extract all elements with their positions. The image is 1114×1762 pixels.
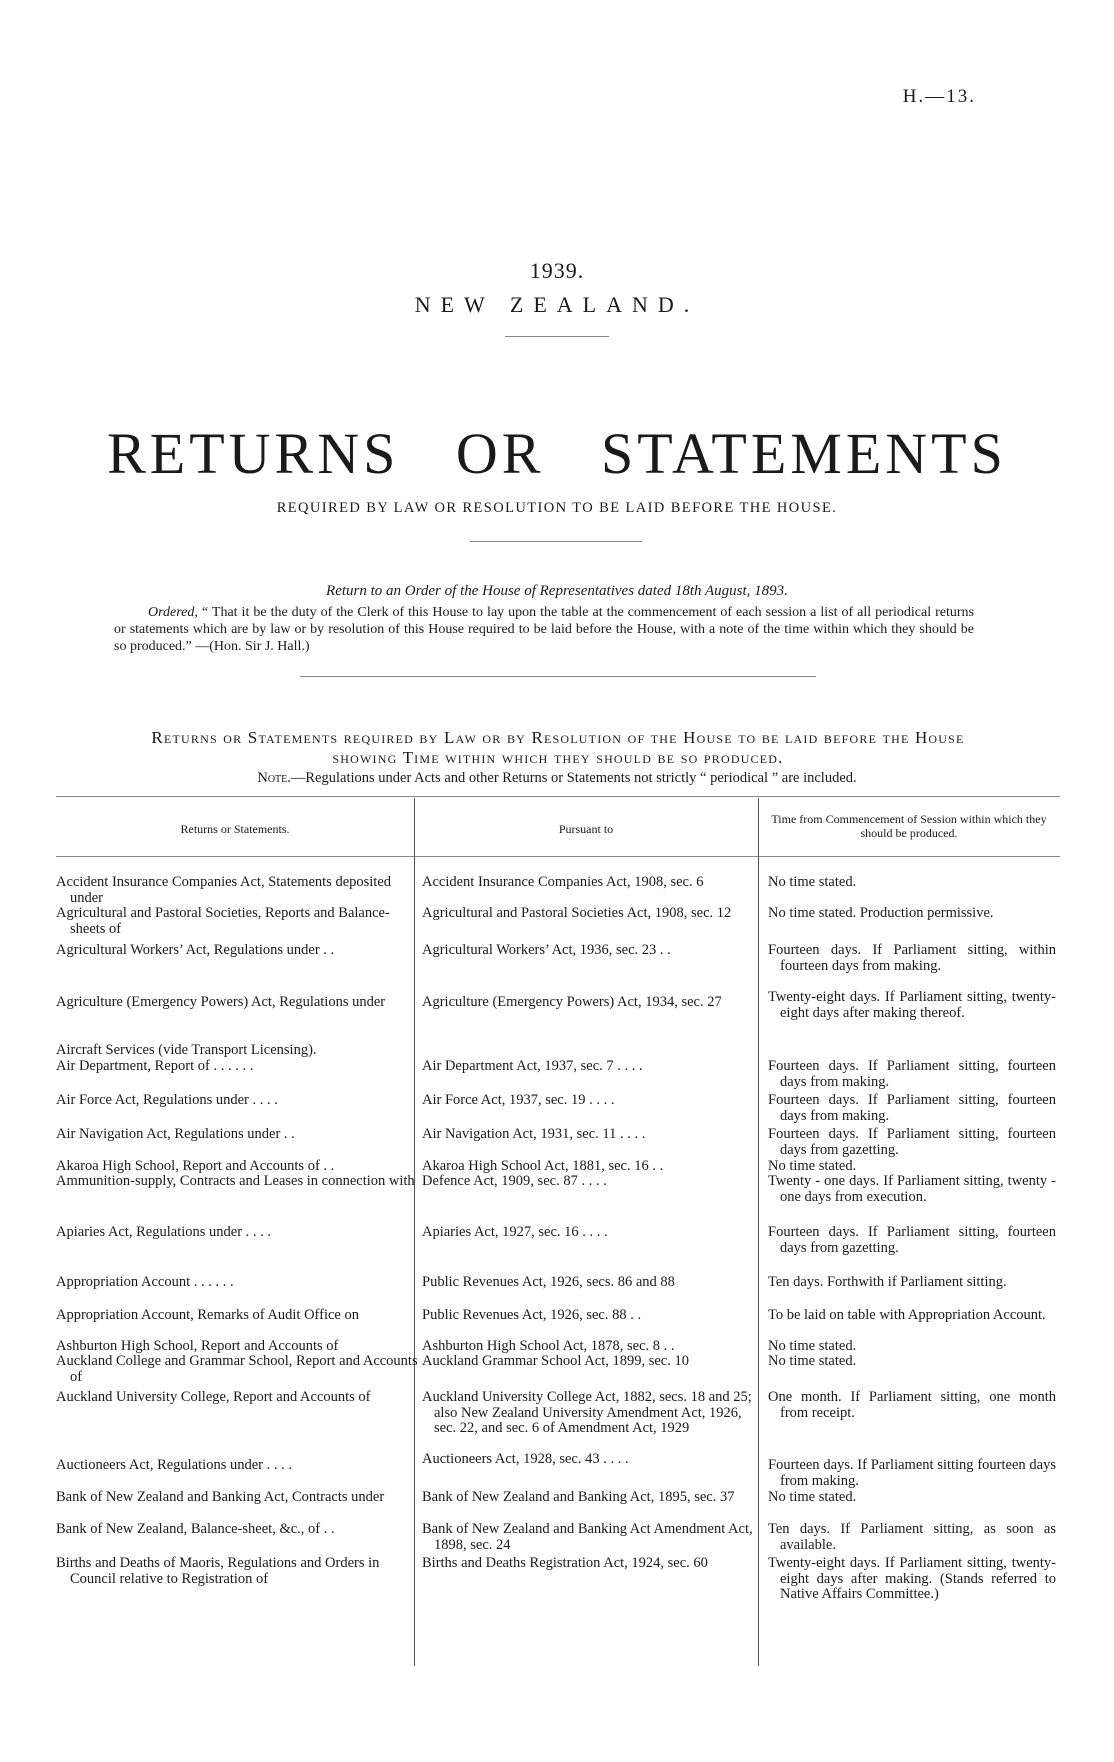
table-row-statement: Appropriation Account, Remarks of Audit Office on <box>56 1307 359 1323</box>
column-header-statements: Returns or Statements. <box>180 822 290 836</box>
table-row-time: No time stated. <box>768 1353 857 1369</box>
table-row-pursuant: Public Revenues Act, 1926, secs. 86 and 88 <box>422 1274 675 1290</box>
table-row-time: Fourteen days. If Parliament sitting, within fourteen days from making. <box>768 942 1056 974</box>
document-subtitle: REQUIRED BY LAW OR RESOLUTION TO BE LAID BEFORE THE HOUSE. <box>276 500 838 516</box>
document-year: 1939. <box>529 258 585 283</box>
table-row-statement: Appropriation Account . . . . . . <box>56 1274 234 1290</box>
table-row-pursuant: Auckland University College Act, 1882, secs. 18 and 25; also New Zealand University Amendment Act, 1926, sec. 22, and sec. 6 of Amendment Act, 1929 <box>422 1389 752 1436</box>
table-row-statement: Agricultural and Pastoral Societies, Reports and Balance-sheets of <box>56 905 390 937</box>
table-row-statement: Agricultural Workers’ Act, Regulations under . . <box>56 942 335 958</box>
column-rule <box>758 798 759 1666</box>
table-row-pursuant: Accident Insurance Companies Act, 1908, sec. 6 <box>422 874 704 890</box>
table-row-statement: Ammunition-supply, Contracts and Leases in connection with <box>56 1173 415 1189</box>
ordered-label: Ordered, <box>148 605 198 620</box>
table-row-pursuant: Apiaries Act, 1927, sec. 16 . . . . <box>422 1224 608 1240</box>
table-row-pursuant: Defence Act, 1909, sec. 87 . . . . <box>422 1173 607 1189</box>
section-heading <box>56 728 1060 768</box>
table-row-pursuant: Bank of New Zealand and Banking Act, 1895, sec. 37 <box>422 1489 735 1505</box>
table-row-statement: Agriculture (Emergency Powers) Act, Regulations under <box>56 994 386 1010</box>
table-row-statement: Bank of New Zealand, Balance-sheet, &c., of . . <box>56 1521 335 1537</box>
table-row-time: No time stated. <box>768 1158 857 1174</box>
table-row-pursuant: Air Department Act, 1937, sec. 7 . . . . <box>422 1058 643 1074</box>
table-row-time: Fourteen days. If Parliament sitting fourteen days from making. <box>768 1457 1056 1489</box>
table-row-time: Ten days. Forthwith if Parliament sitting. <box>768 1274 1007 1290</box>
column-header-pursuant: Pursuant to <box>558 822 614 836</box>
note-label: Note. <box>257 770 291 786</box>
divider <box>56 856 1060 857</box>
table-row-time: No time stated. <box>768 1338 857 1354</box>
table-row-statement: Auctioneers Act, Regulations under . . . . <box>56 1457 292 1473</box>
table-row-time: Ten days. If Parliament sitting, as soon as available. <box>768 1521 1056 1553</box>
table-row-time: Fourteen days. If Parliament sitting, fourteen days from gazetting. <box>768 1126 1056 1158</box>
section-note <box>0 770 1114 787</box>
table-row-statement: Air Force Act, Regulations under . . . . <box>56 1092 278 1108</box>
table-row-pursuant: Agriculture (Emergency Powers) Act, 1934, sec. 27 <box>422 994 722 1010</box>
table-row-statement: Air Department, Report of . . . . . . <box>56 1058 254 1074</box>
table-row-time: Twenty-eight days. If Parliament sitting, twenty-eight days after making thereof. <box>768 989 1056 1021</box>
table-row-statement: Bank of New Zealand and Banking Act, Contracts under <box>56 1489 385 1505</box>
table-row-pursuant: Auctioneers Act, 1928, sec. 43 . . . . <box>422 1451 629 1467</box>
table-row-time: Twenty-eight days. If Parliament sitting, twenty-eight days after making. (Stands referred to Native Affairs Committee.) <box>768 1555 1056 1602</box>
table-row-pursuant: Auckland Grammar School Act, 1899, sec. 10 <box>422 1353 689 1369</box>
return-order-line: Return to an Order of the House of Representatives dated 18th August, 1893. <box>326 583 788 599</box>
table-row-statement: Air Navigation Act, Regulations under . . <box>56 1126 295 1142</box>
divider <box>56 796 1060 797</box>
table-row-time: No time stated. Production permissive. <box>768 905 994 921</box>
table-row-pursuant: Agricultural Workers’ Act, 1936, sec. 23 . . <box>422 942 671 958</box>
table-row-pursuant: Agricultural and Pastoral Societies Act, 1908, sec. 12 <box>422 905 732 921</box>
document-title: RETURNS OR STATEMENTS <box>107 421 1007 486</box>
section-heading-line-1: Returns or Statements required by Law or by Resolution of the House to be laid before the House <box>151 728 965 747</box>
table-row-time: To be laid on table with Appropriation Account. <box>768 1307 1046 1323</box>
table-row-pursuant: Ashburton High School Act, 1878, sec. 8 . . <box>422 1338 675 1354</box>
table-row-time: One month. If Parliament sitting, one month from receipt. <box>768 1389 1056 1421</box>
table-row-time: Twenty - one days. If Parliament sitting, twenty - one days from execution. <box>768 1173 1056 1205</box>
table-row-statement: Accident Insurance Companies Act, Statements deposited under <box>56 874 392 906</box>
table-row-statement: Auckland College and Grammar School, Report and Accounts of <box>56 1353 418 1385</box>
table-row-pursuant: Births and Deaths Registration Act, 1924, sec. 60 <box>422 1555 708 1571</box>
table-row-pursuant: Public Revenues Act, 1926, sec. 88 . . <box>422 1307 642 1323</box>
ordered-text: “ That it be the duty of the Clerk of this House to lay upon the table at the commencement of each session a list of all periodical returns or statements which are by law or by resolution of this House required to be laid before the House, with a note of the time within which they should be so produced.” —(Hon. Sir J. Hall.) <box>114 605 975 654</box>
table-row-time: Fourteen days. If Parliament sitting, fourteen days from gazetting. <box>768 1224 1056 1256</box>
table-row-time: No time stated. <box>768 874 857 890</box>
page-number: H.—13. <box>902 86 976 107</box>
table-row-pursuant: Bank of New Zealand and Banking Act Amendment Act, 1898, sec. 24 <box>422 1521 753 1553</box>
table-row-statement: Ashburton High School, Report and Accounts of <box>56 1338 339 1354</box>
table-row-time: Fourteen days. If Parliament sitting, fourteen days from making. <box>768 1058 1056 1090</box>
divider <box>505 336 609 337</box>
table-row-pursuant: Air Force Act, 1937, sec. 19 . . . . <box>422 1092 615 1108</box>
divider <box>300 676 816 677</box>
table-row-pursuant: Akaroa High School Act, 1881, sec. 16 . . <box>422 1158 664 1174</box>
table-row-pursuant: Air Navigation Act, 1931, sec. 11 . . . . <box>422 1126 646 1142</box>
table-row-time: No time stated. <box>768 1489 857 1505</box>
table-row-statement: Aircraft Services (vide Transport Licensing). <box>56 1042 317 1058</box>
divider <box>470 541 642 542</box>
document-country: NEW ZEALAND. <box>414 292 700 317</box>
table-row-statement: Auckland University College, Report and Accounts of <box>56 1389 371 1405</box>
column-header-time: Time from Commencement of Session within which they should be produced. <box>771 812 1047 840</box>
table-row-statement: Births and Deaths of Maoris, Regulations and Orders in Council relative to Registration of <box>56 1555 380 1587</box>
section-heading-line-2: showing Time within which they should be so produced. <box>332 748 784 767</box>
table-row-statement: Akaroa High School, Report and Accounts of . . <box>56 1158 335 1174</box>
table-row-statement: Apiaries Act, Regulations under . . . . <box>56 1224 272 1240</box>
table-row-time: Fourteen days. If Parliament sitting, fourteen days from making. <box>768 1092 1056 1124</box>
note-text: —Regulations under Acts and other Returns or Statements not strictly “ periodical ” are included. <box>290 770 857 786</box>
ordered-paragraph <box>114 604 974 655</box>
